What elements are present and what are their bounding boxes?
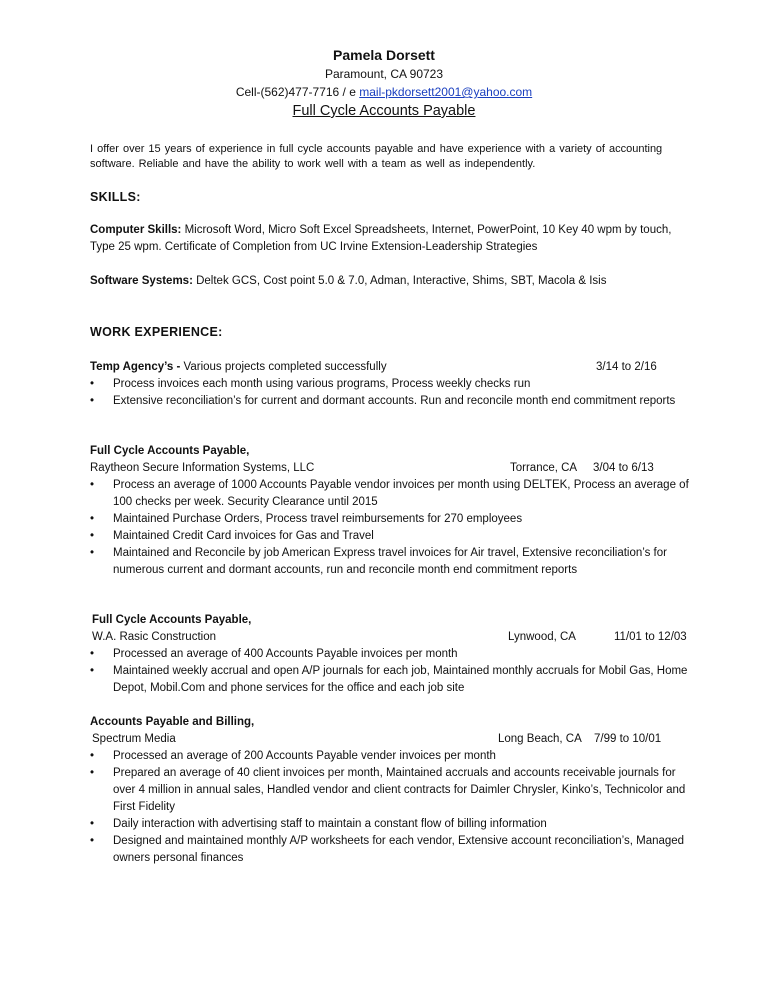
job-title: Temp Agency’s -: [90, 361, 181, 373]
job-employer-line: [90, 629, 690, 646]
job-dates: 11/01 to 12/03: [614, 631, 687, 643]
job-entry: [90, 714, 690, 867]
resume-title: Full Cycle Accounts Payable: [292, 103, 476, 119]
job-employer: Raytheon Secure Information Systems, LLC: [90, 462, 315, 474]
job-header: [90, 714, 690, 731]
address: Paramount, CA 90723: [324, 67, 444, 81]
bullet-item: • Maintained and Reconcile by job American Express travel invoices for Air travel, Extensive reconciliation’s for numerous current and dormant accounts, run and reconcile month end commitment reports: [90, 545, 690, 579]
bullet-item: • Prepared an average of 40 client invoices per month, Maintained accruals and accounts receivable journals for over 4 million in annual sales, Handled vendor and client contracts for Daimler Chrysler, Kinko’s, Technicolor and First Fidelity: [90, 765, 690, 816]
job-header: [90, 359, 690, 376]
candidate-name: Pamela Dorsett: [333, 47, 435, 63]
job-bullets: [90, 646, 690, 697]
computer-skills: [90, 222, 690, 256]
bullet-item: • Extensive reconciliation’s for current and dormant accounts. Run and reconcile month end commitment reports: [90, 393, 690, 410]
job-title: Accounts Payable and Billing,: [90, 716, 255, 728]
bullet-item: • Process an average of 1000 Accounts Payable vendor invoices per month using DELTEK, Process an average of 100 checks per week. Security Clearance until 2015: [90, 477, 690, 511]
contact-line: [0, 85, 768, 99]
job-header: [90, 443, 690, 460]
software-systems: [90, 273, 690, 290]
job-employer-line: [90, 731, 690, 748]
bullet-item: • Maintained Purchase Orders, Process travel reimbursements for 270 employees: [90, 511, 690, 528]
bullet-item: • Maintained weekly accrual and open A/P journals for each job, Maintained monthly accruals for Mobil Gas, Home Depot, Mobil.Com and phone services for the office and each job site: [90, 663, 690, 697]
bullet-item: • Daily interaction with advertising staff to maintain a constant flow of billing information: [90, 816, 690, 833]
job-bullets: [90, 477, 690, 579]
job-header: [90, 612, 690, 629]
job-location: Long Beach, CA: [498, 733, 582, 745]
job-entry: [90, 443, 690, 579]
job-location: Lynwood, CA: [508, 631, 576, 643]
job-entry: [90, 612, 690, 697]
job-entry: [90, 359, 690, 410]
job-dates: 7/99 to 10/01: [594, 733, 662, 745]
phone-text: Cell-(562)477-7716 / e: [235, 85, 360, 99]
bullet-item: • Maintained Credit Card invoices for Gas and Travel: [90, 528, 690, 545]
bullet-item: • Processed an average of 200 Accounts Payable vender invoices per month: [90, 748, 690, 765]
job-employer: Spectrum Media: [92, 733, 176, 745]
bullet-item: • Process invoices each month using various programs, Process weekly checks run: [90, 376, 690, 393]
skills-heading: SKILLS:: [90, 190, 141, 204]
job-employer-line: [90, 460, 690, 477]
job-dates: 3/04 to 6/13: [593, 462, 654, 474]
job-title: Full Cycle Accounts Payable,: [90, 445, 250, 457]
job-location: Torrance, CA: [510, 462, 578, 474]
job-bullets: [90, 376, 690, 410]
job-title-suffix: Various projects completed successfully: [180, 361, 387, 373]
experience-heading: WORK EXPERIENCE:: [90, 325, 223, 339]
job-dates: 3/14 to 2/16: [596, 361, 657, 373]
email-link[interactable]: mail-pkdorsett2001@yahoo.com: [359, 85, 533, 99]
job-employer: W.A. Rasic Construction: [92, 631, 216, 643]
software-systems-label: Software Systems:: [90, 275, 193, 287]
software-systems-text: Deltek GCS, Cost point 5.0 & 7.0, Adman, Interactive, Shims, SBT, Macola & Isis: [192, 275, 607, 287]
job-title: Full Cycle Accounts Payable,: [92, 614, 252, 626]
job-bullets: [90, 748, 690, 867]
bullet-item: • Processed an average of 400 Accounts Payable invoices per month: [90, 646, 690, 663]
summary-paragraph: I offer over 15 years of experience in full cycle accounts payable and have experience with a variety of accounting software. Reliable and have the ability to work well with a team as well as independently.: [90, 143, 663, 170]
computer-skills-label: Computer Skills:: [90, 224, 182, 236]
bullet-item: • Designed and maintained monthly A/P worksheets for each vendor, Extensive account reconciliation’s, Managed owners personal finances: [90, 833, 690, 867]
computer-skills-text: Microsoft Word, Micro Soft Excel Spreadsheets, Internet, PowerPoint, 10 Key 40 wpm by touch, Type 25 wpm. Certificate of Completion from UC Irvine Extension-Leadership Strategies: [90, 224, 672, 253]
